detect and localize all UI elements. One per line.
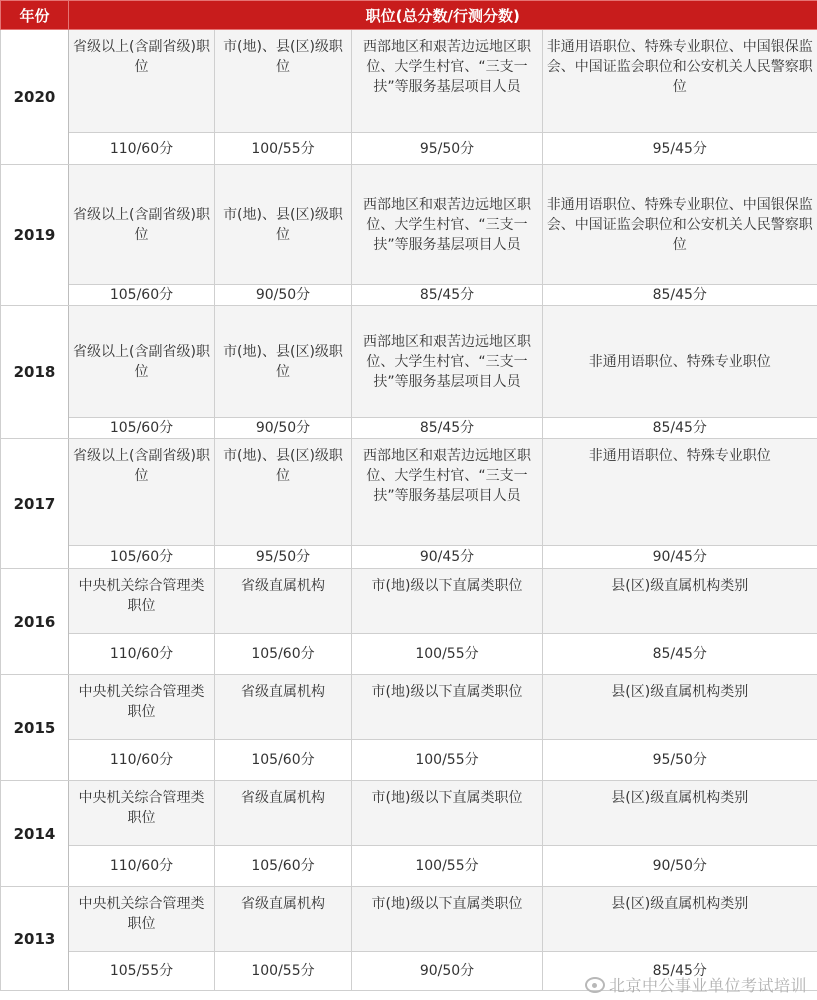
position-cell: 市(地)级以下直属类职位 bbox=[352, 887, 543, 952]
score-cell: 95/50分 bbox=[352, 133, 543, 165]
score-cell: 85/45分 bbox=[543, 285, 817, 306]
position-cell: 西部地区和艰苦边远地区职位、大学生村官、“三支一扶”等服务基层项目人员 bbox=[352, 306, 543, 418]
score-cell: 105/60分 bbox=[69, 546, 215, 569]
position-cell: 省级直属机构 bbox=[215, 569, 352, 634]
score-cell: 110/60分 bbox=[69, 133, 215, 165]
position-cell: 市(地)级以下直属类职位 bbox=[352, 675, 543, 740]
table-row bbox=[1, 306, 817, 418]
year-cell: 2018 bbox=[1, 306, 69, 439]
position-cell: 县(区)级直属机构类别 bbox=[543, 675, 817, 740]
score-cell: 85/45分 bbox=[543, 952, 817, 991]
year-cell: 2016 bbox=[1, 569, 69, 675]
score-cell: 100/55分 bbox=[215, 133, 352, 165]
watermark-text: 北京中公事业单位考试培训 bbox=[608, 976, 807, 995]
score-row bbox=[1, 133, 817, 165]
position-cell: 省级以上(含副省级)职位 bbox=[69, 306, 215, 418]
year-cell: 2017 bbox=[1, 439, 69, 569]
position-cell: 省级以上(含副省级)职位 bbox=[69, 165, 215, 285]
score-cell: 85/45分 bbox=[352, 285, 543, 306]
score-row bbox=[1, 546, 817, 569]
position-cell: 中央机关综合管理类职位 bbox=[69, 675, 215, 740]
score-cell: 100/55分 bbox=[215, 952, 352, 991]
score-row bbox=[1, 634, 817, 675]
score-cell: 90/50分 bbox=[543, 846, 817, 887]
score-cell: 90/45分 bbox=[543, 546, 817, 569]
score-cell: 110/60分 bbox=[69, 634, 215, 675]
position-cell: 市(地)级以下直属类职位 bbox=[352, 781, 543, 846]
score-cell: 105/55分 bbox=[69, 952, 215, 991]
score-cell: 100/55分 bbox=[352, 740, 543, 781]
score-cell: 85/45分 bbox=[352, 418, 543, 439]
score-cell: 85/45分 bbox=[543, 418, 817, 439]
score-cell: 90/50分 bbox=[215, 285, 352, 306]
year-cell: 2014 bbox=[1, 781, 69, 887]
position-cell: 西部地区和艰苦边远地区职位、大学生村官、“三支一扶”等服务基层项目人员 bbox=[352, 439, 543, 546]
weibo-icon bbox=[585, 977, 605, 993]
table-row bbox=[1, 781, 817, 846]
score-cell: 100/55分 bbox=[352, 634, 543, 675]
position-cell: 西部地区和艰苦边远地区职位、大学生村官、“三支一扶”等服务基层项目人员 bbox=[352, 30, 543, 133]
position-cell: 县(区)级直属机构类别 bbox=[543, 781, 817, 846]
position-cell: 县(区)级直属机构类别 bbox=[543, 569, 817, 634]
position-cell: 非通用语职位、特殊专业职位、中国银保监会、中国证监会职位和公安机关人民警察职位 bbox=[543, 30, 817, 133]
table-row bbox=[1, 675, 817, 740]
position-cell: 县(区)级直属机构类别 bbox=[543, 887, 817, 952]
year-cell: 2015 bbox=[1, 675, 69, 781]
score-cell: 90/50分 bbox=[215, 418, 352, 439]
position-cell: 市(地)、县(区)级职位 bbox=[215, 439, 352, 546]
score-row bbox=[1, 846, 817, 887]
score-cell: 110/60分 bbox=[69, 740, 215, 781]
table-row bbox=[1, 30, 817, 133]
score-cell: 95/50分 bbox=[215, 546, 352, 569]
score-cell: 105/60分 bbox=[215, 846, 352, 887]
score-cell: 90/45分 bbox=[352, 546, 543, 569]
position-cell: 市(地)、县(区)级职位 bbox=[215, 165, 352, 285]
table-row bbox=[1, 887, 817, 952]
position-cell: 中央机关综合管理类职位 bbox=[69, 781, 215, 846]
score-cell: 90/50分 bbox=[352, 952, 543, 991]
position-cell: 中央机关综合管理类职位 bbox=[69, 887, 215, 952]
position-cell: 中央机关综合管理类职位 bbox=[69, 569, 215, 634]
position-cell: 省级以上(含副省级)职位 bbox=[69, 439, 215, 546]
table-row bbox=[1, 165, 817, 285]
table-row bbox=[1, 439, 817, 546]
score-cell: 110/60分 bbox=[69, 846, 215, 887]
score-row bbox=[1, 740, 817, 781]
table-row bbox=[1, 569, 817, 634]
score-cell: 100/55分 bbox=[352, 846, 543, 887]
position-cell: 市(地)、县(区)级职位 bbox=[215, 30, 352, 133]
year-cell: 2019 bbox=[1, 165, 69, 306]
score-row bbox=[1, 418, 817, 439]
position-cell: 非通用语职位、特殊专业职位、中国银保监会、中国证监会职位和公安机关人民警察职位 bbox=[543, 165, 817, 285]
header-row bbox=[1, 1, 817, 30]
score-cell: 85/45分 bbox=[543, 634, 817, 675]
score-cell: 105/60分 bbox=[69, 418, 215, 439]
score-cell: 105/60分 bbox=[215, 740, 352, 781]
score-cell: 95/45分 bbox=[543, 133, 817, 165]
position-cell: 非通用语职位、特殊专业职位 bbox=[543, 306, 817, 418]
position-cell: 市(地)、县(区)级职位 bbox=[215, 306, 352, 418]
position-cell: 非通用语职位、特殊专业职位 bbox=[543, 439, 817, 546]
watermark bbox=[585, 973, 807, 996]
positions-header: 职位(总分数/行测分数) bbox=[69, 1, 817, 30]
score-row bbox=[1, 285, 817, 306]
position-cell: 省级直属机构 bbox=[215, 887, 352, 952]
position-cell: 省级以上(含副省级)职位 bbox=[69, 30, 215, 133]
year-header: 年份 bbox=[1, 1, 69, 30]
year-cell: 2013 bbox=[1, 887, 69, 991]
position-cell: 西部地区和艰苦边远地区职位、大学生村官、“三支一扶”等服务基层项目人员 bbox=[352, 165, 543, 285]
position-cell: 省级直属机构 bbox=[215, 675, 352, 740]
score-cell: 105/60分 bbox=[69, 285, 215, 306]
year-cell: 2020 bbox=[1, 30, 69, 165]
score-cell: 95/50分 bbox=[543, 740, 817, 781]
position-cell: 市(地)级以下直属类职位 bbox=[352, 569, 543, 634]
position-cell: 省级直属机构 bbox=[215, 781, 352, 846]
score-cell: 105/60分 bbox=[215, 634, 352, 675]
